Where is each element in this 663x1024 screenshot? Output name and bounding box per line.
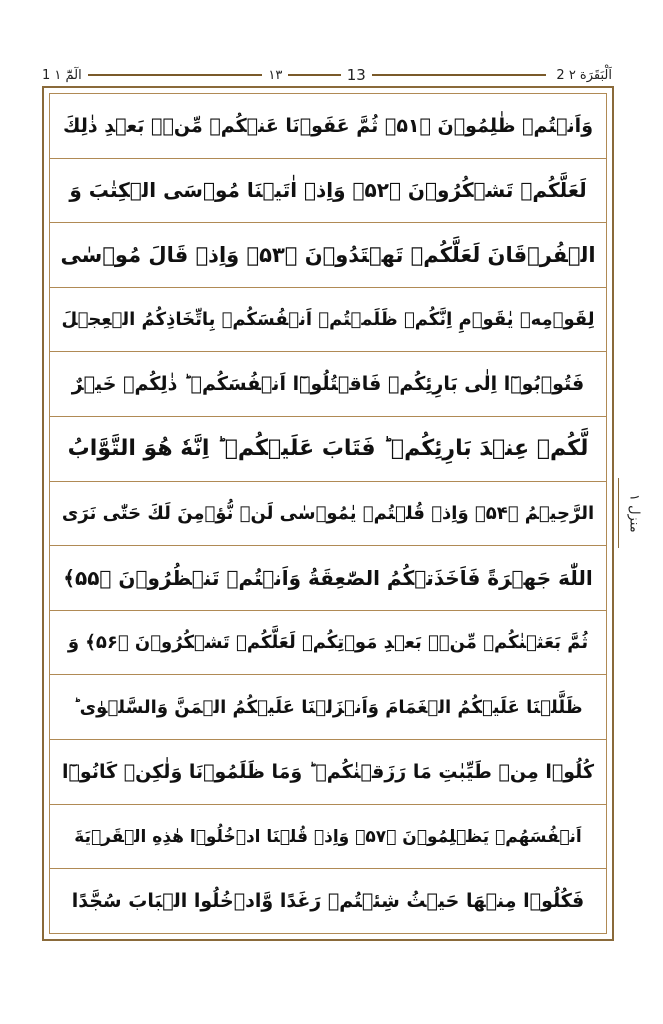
header-rule bbox=[88, 74, 263, 76]
header-rule-right bbox=[372, 74, 547, 76]
page-header bbox=[42, 66, 612, 84]
verse-line-5: فَتُوۡبُوۡٓا اِلٰى بَارِئِكُمۡ فَاقۡتُلُوۡٓا اَنۡفُسَكُمۡ ؕ ذٰلِكُمۡ خَيۡرٌ bbox=[50, 352, 606, 417]
surah-label: 2 اَلْبَقَرَة ٢ bbox=[556, 67, 612, 83]
verse-line-10: ظَلَّلۡنَا عَلَيۡكُمُ الۡغَمَامَ وَاَنۡزَلۡنَا عَلَيۡكُمُ الۡمَنَّ وَالسَّلۡوٰى ؕ bbox=[50, 675, 606, 740]
text-frame-inner bbox=[49, 93, 607, 934]
verse-line-9: ثُمَّ بَعَثۡنٰكُمۡ مِّنۡۢ بَعۡدِ مَوۡتِكُمۡ لَعَلَّكُمۡ تَشۡكُرُوۡنَ ﴿۵۶﴾ وَ bbox=[50, 611, 606, 676]
verse-line-11: كُلُوۡا مِنۡ طَيِّبٰتِ مَا رَزَقۡنٰكُمۡ ؕ وَمَا ظَلَمُوۡنَا وَلٰكِنۡ كَانُوۡٓا bbox=[50, 740, 606, 805]
page-number-arabic: ١٣ bbox=[268, 67, 283, 83]
verse-line-8: اللّٰهَ جَهۡرَةً فَاَخَذَتۡكُمُ الصّٰعِقَةُ وَاَنۡتُمۡ تَنۡظُرُوۡنَ ﴿۵۵﴾ bbox=[50, 546, 606, 611]
text-frame bbox=[42, 86, 614, 941]
manzil-label: منزل ١ bbox=[618, 478, 649, 548]
verse-line-12: اَنۡفُسَهُمۡ يَظۡلِمُوۡنَ ﴿۵۷﴾ وَاِذۡ قُلۡنَا ادۡخُلُوۡا هٰذِهِ الۡقَرۡيَةَ bbox=[50, 805, 606, 870]
verse-line-7: الرَّحِيۡمُ ﴿۵۴﴾ وَاِذۡ قُلۡتُمۡ يٰمُوۡسٰى لَنۡ نُّؤۡمِنَ لَكَ حَتّٰى نَرَى bbox=[50, 482, 606, 547]
verse-line-6: لَّكُمۡ عِنۡدَ بَارِئِكُمۡ ؕ فَتَابَ عَلَيۡكُمۡ ؕ اِنَّهٗ هُوَ التَّوَّابُ bbox=[50, 417, 606, 482]
verse-line-1: وَاَنۡتُمۡ ظٰلِمُوۡنَ ﴿۵۱﴾ ثُمَّ عَفَوۡنَا عَنۡكُمۡ مِّنۡۢ بَعۡدِ ذٰلِكَ bbox=[50, 94, 606, 159]
verse-line-4: لِقَوۡمِهٖ يٰقَوۡمِ اِنَّكُمۡ ظَلَمۡتُمۡ اَنۡفُسَكُمۡ بِاتِّخَاذِكُمُ الۡعِجۡلَ bbox=[50, 288, 606, 353]
header-rule-mid bbox=[288, 74, 340, 76]
verse-line-2: لَعَلَّكُمۡ تَشۡكُرُوۡنَ ﴿۵۲﴾ وَاِذۡ اٰتَيۡنَا مُوۡسَى الۡكِتٰبَ وَ bbox=[50, 159, 606, 224]
verse-line-13: فَكُلُوۡا مِنۡهَا حَيۡثُ شِئۡتُمۡ رَغَدًا وَّادۡخُلُوا الۡبَابَ سُجَّدًا bbox=[71, 890, 585, 913]
page-number: 13 bbox=[346, 66, 366, 84]
verse-line-3: الۡفُرۡقَانَ لَعَلَّكُمۡ تَهۡتَدُوۡنَ ﴿۵۳﴾ وَاِذۡ قَالَ مُوۡسٰى bbox=[50, 223, 606, 288]
juz-label: 1 الٓمّٓ ١ bbox=[42, 67, 82, 83]
verse-lines bbox=[50, 94, 606, 933]
